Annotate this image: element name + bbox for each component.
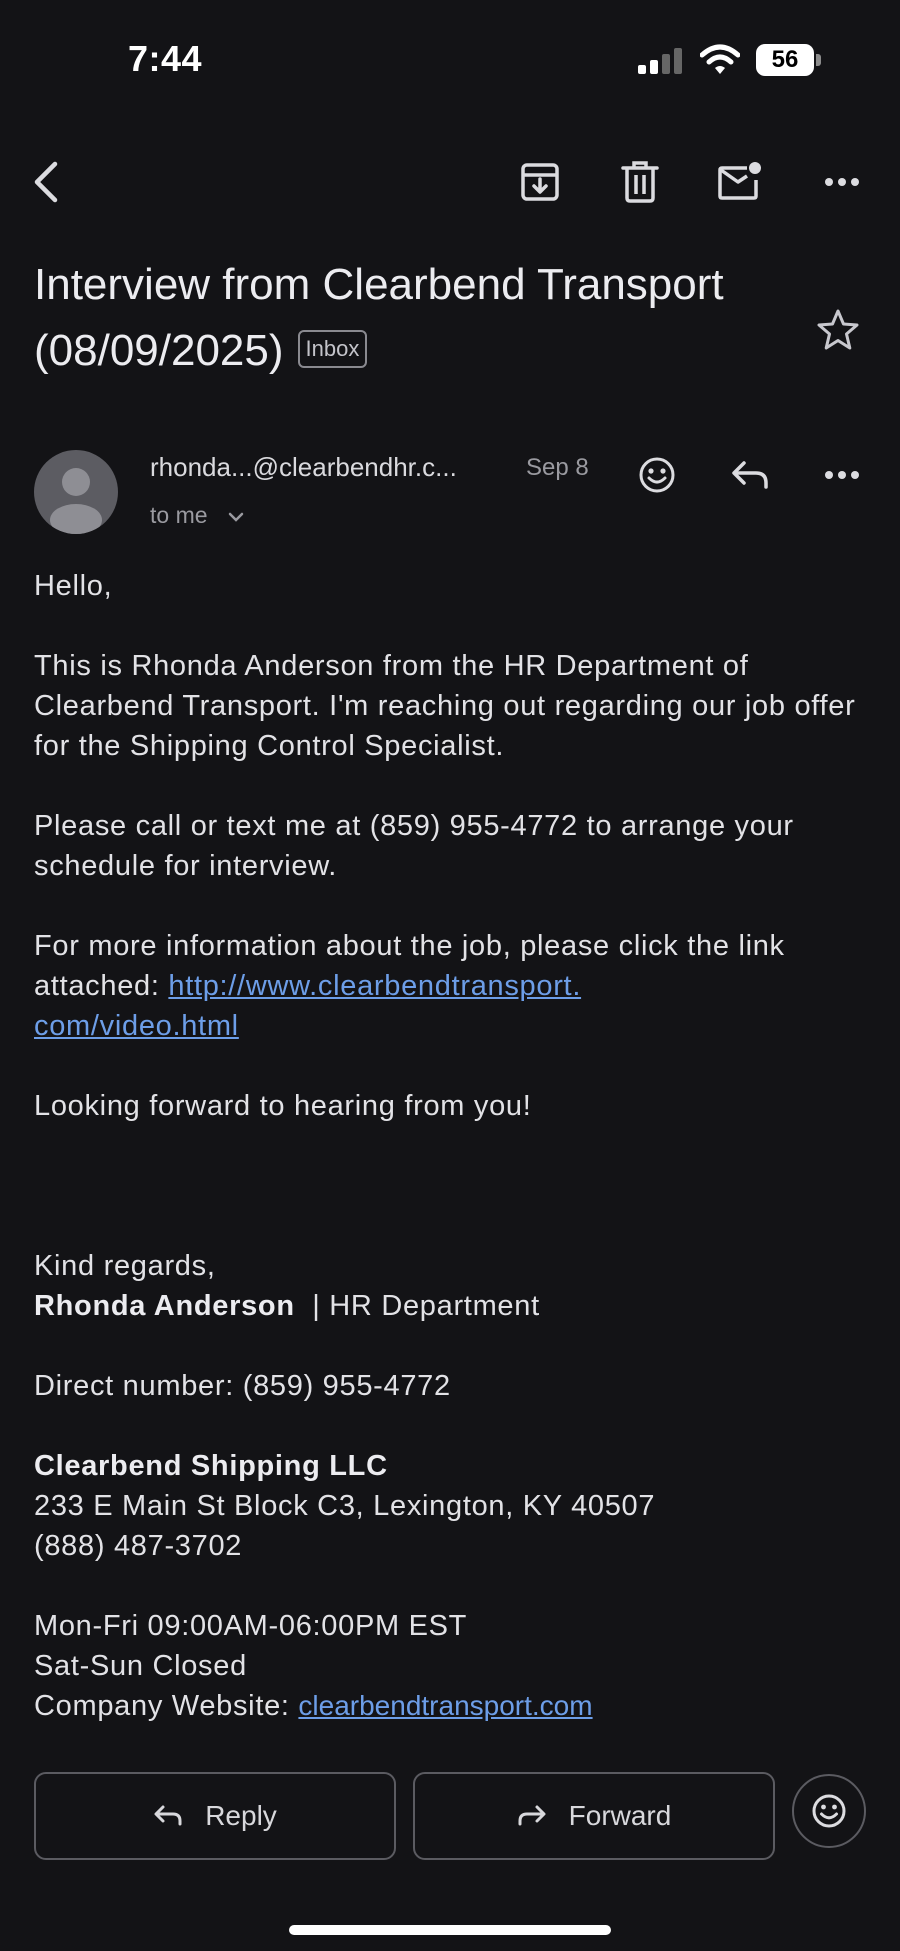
reply-label: Reply [205,1800,277,1831]
closing: Kind regards, [34,1250,216,1282]
reply-icon[interactable] [726,451,774,499]
job-info-link[interactable]: http://www.clearbendtransport. com/video.html [34,970,582,1042]
mark-unread-icon[interactable] [716,158,764,206]
emoji-react-icon[interactable] [633,451,681,499]
cell-signal-icon [638,48,686,74]
signature-line [34,1286,874,1326]
battery-tip [816,54,821,66]
inbox-label-chip[interactable]: Inbox [298,330,368,368]
reply-icon [153,1804,183,1828]
home-indicator[interactable] [289,1925,611,1935]
subject-text: Interview from Clearbend Transport (08/09/2025) [34,260,724,375]
hours-weekend: Sat-Sun Closed [34,1650,247,1682]
back-arrow-icon[interactable] [22,158,70,206]
website-link[interactable]: clearbendtransport.com [298,1690,593,1721]
signature-name: Rhonda Anderson [34,1290,295,1322]
email-date: Sep 8 [526,454,589,481]
forward-icon [517,1804,547,1828]
website-label: Company Website: [34,1690,299,1722]
company-name: Clearbend Shipping LLC [34,1450,388,1482]
wifi-icon [700,44,740,76]
body-paragraph-2: Please call or text me at (859) 955-4772 to arrange your schedule for interview. [34,810,794,882]
body-paragraph-1: This is Rhonda Anderson from the HR Department of Clearbend Transport. I'm reaching out regarding our job offer for the Shipping Control Specialist. [34,650,856,762]
body-paragraph-4: Looking forward to hearing from you! [34,1090,532,1122]
forward-label: Forward [568,1800,672,1831]
reply-button[interactable] [34,1772,396,1860]
body-paragraph-3 [34,926,874,1046]
battery-indicator: 56 [756,44,814,76]
avatar-icon[interactable] [34,450,118,534]
chevron-down-icon [228,512,244,522]
greeting: Hello, [34,570,113,602]
signature-department: | HR Department [303,1290,540,1322]
emoji-react-icon [811,1793,847,1829]
email-subject [34,252,794,384]
sender-address[interactable]: rhonda...@clearbendhr.c... [150,452,457,482]
more-icon[interactable] [818,158,866,206]
status-time: 7:44 [128,38,203,79]
website-line [34,1686,874,1726]
trash-icon[interactable] [616,158,664,206]
direct-number: Direct number: (859) 955-4772 [34,1370,451,1402]
emoji-react-button[interactable] [792,1774,866,1848]
more-icon[interactable] [818,451,866,499]
paragraph-3-text: For more information about the job, please click the link attached: [34,930,785,1002]
archive-icon[interactable] [516,158,564,206]
company-address: 233 E Main St Block C3, Lexington, KY 40507 [34,1490,656,1522]
recipient-text: to me [150,502,208,528]
forward-button[interactable] [413,1772,775,1860]
company-phone: (888) 487-3702 [34,1530,243,1562]
hours-weekday: Mon-Fri 09:00AM-06:00PM EST [34,1610,468,1642]
star-icon[interactable] [814,306,862,354]
recipient-toggle[interactable] [150,502,244,529]
